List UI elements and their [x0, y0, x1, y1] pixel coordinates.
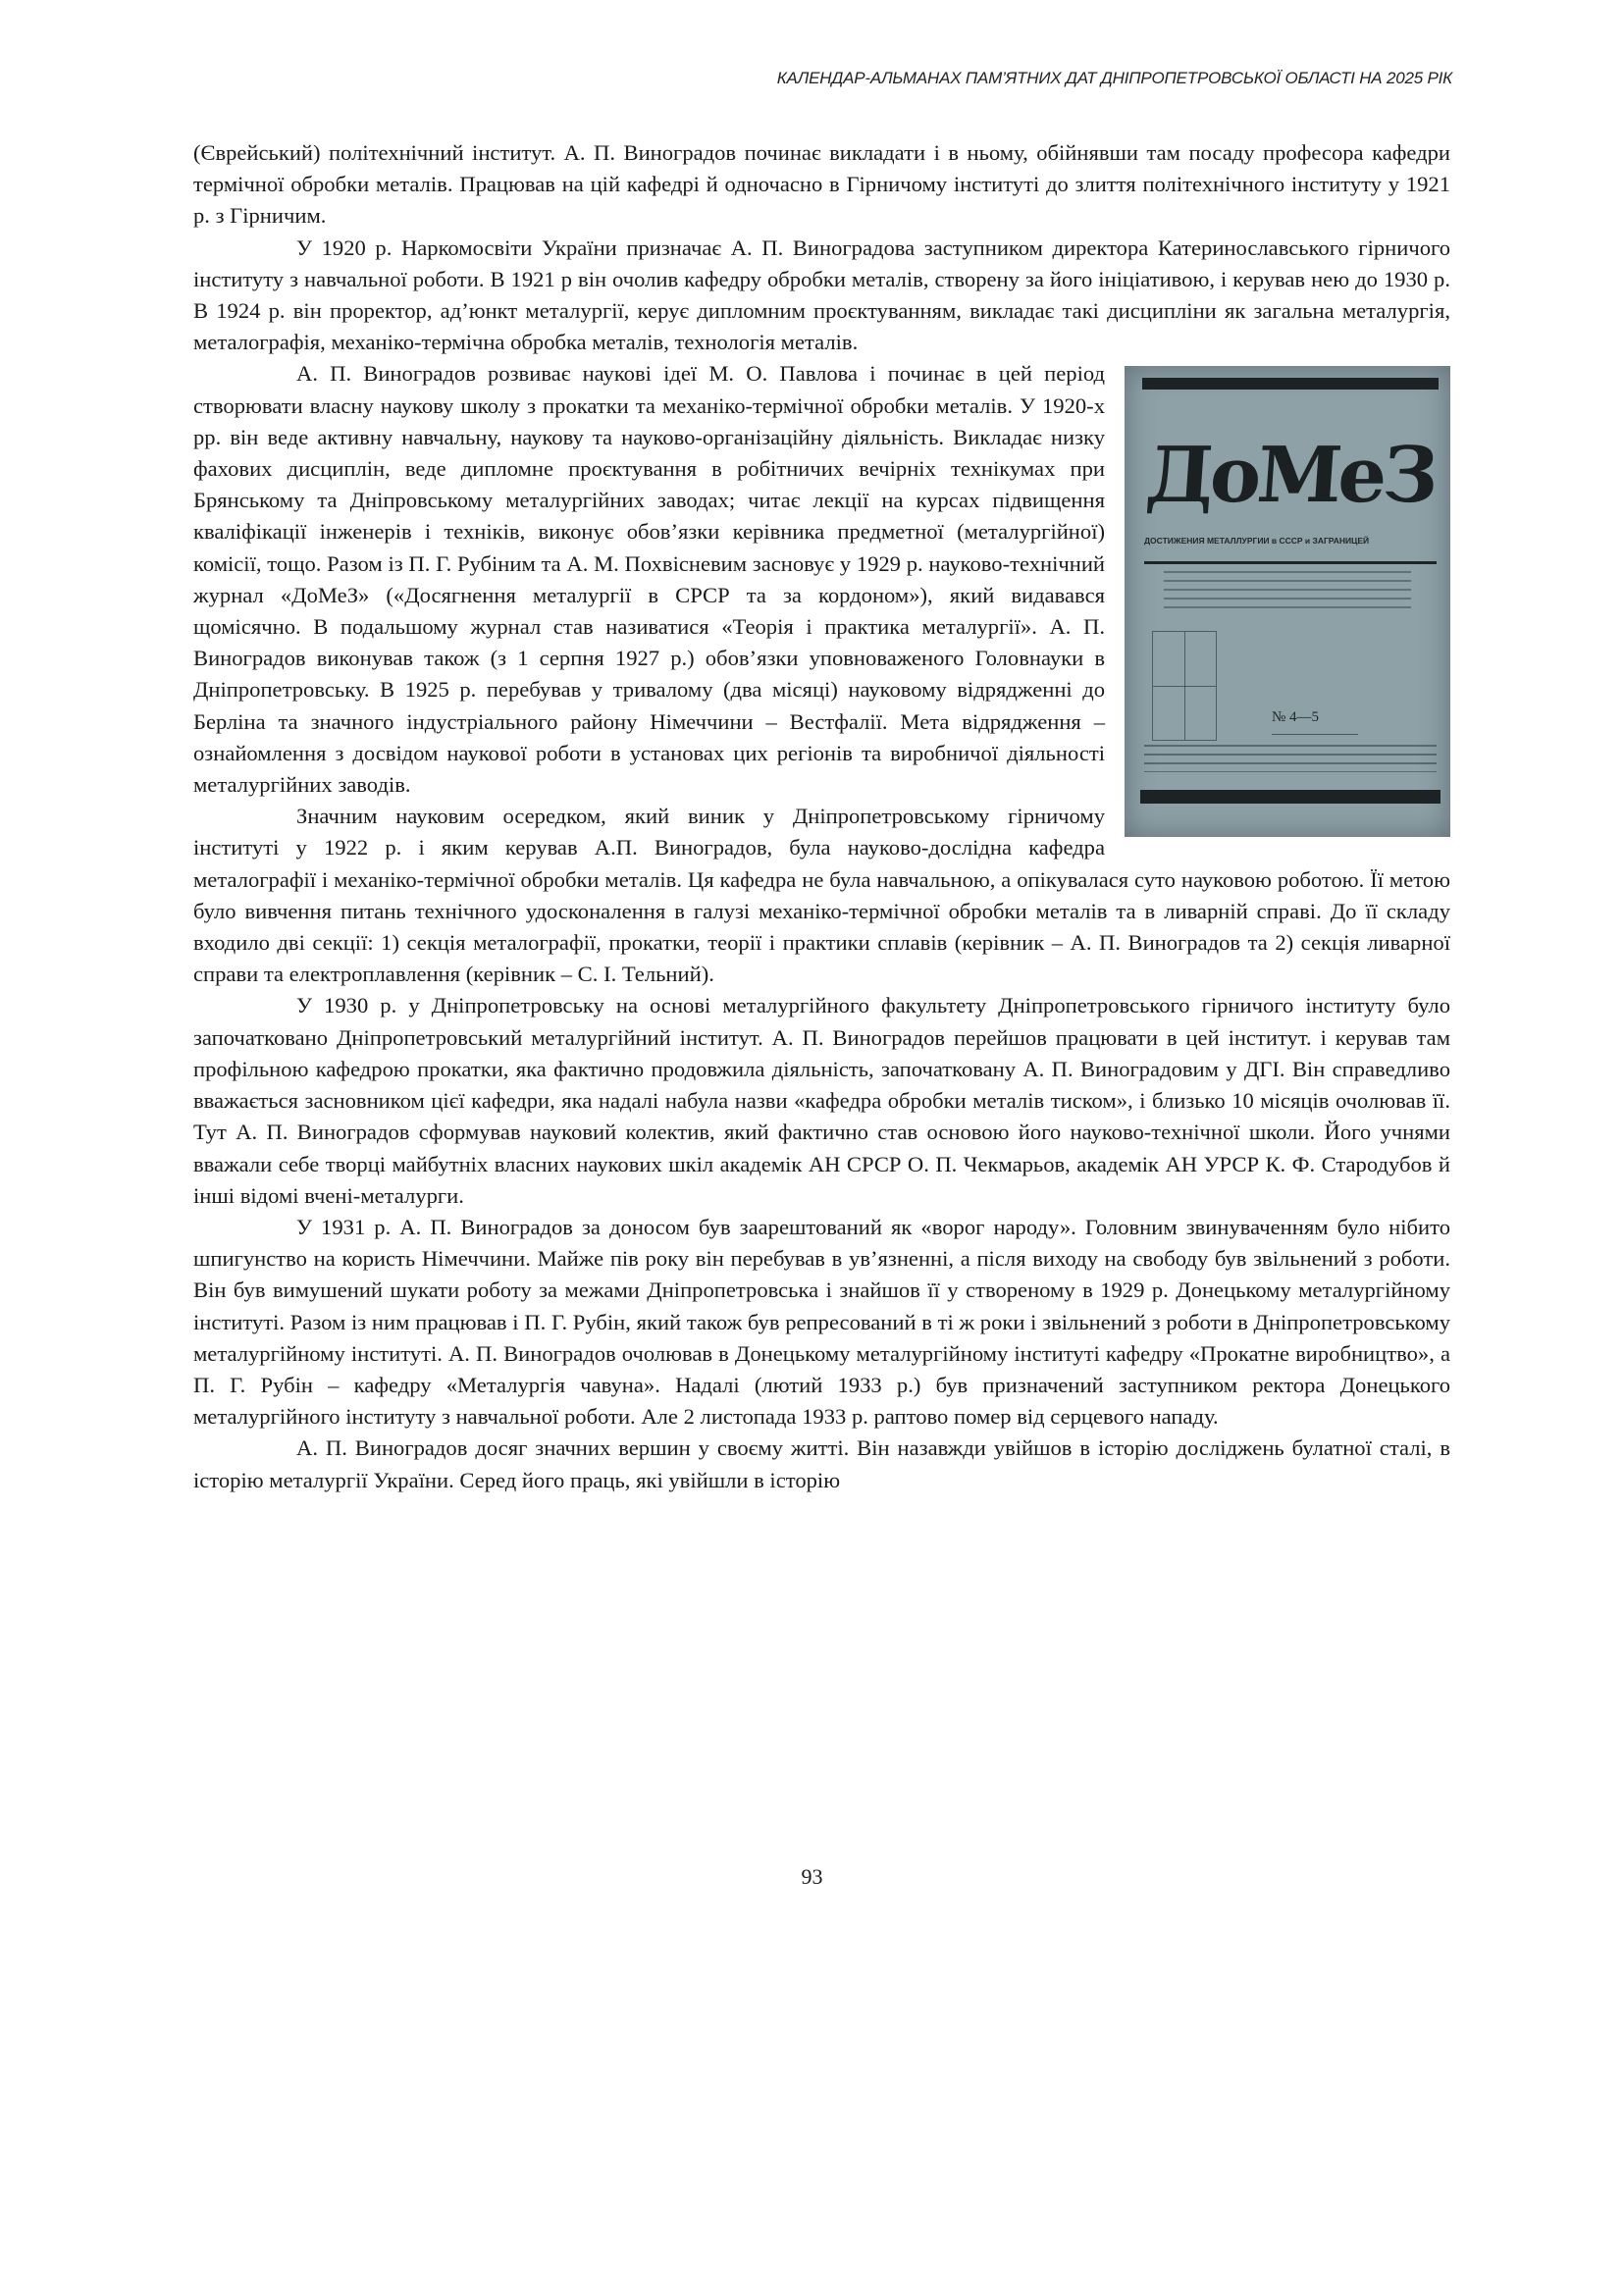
- paragraph-7: А. П. Виноградов досяг значних вершин у своєму житті. Він назавжди увійшов в історію досліджень булатної сталі, в історію металургії України. Серед його праць, які увійшли в історію: [193, 1435, 1450, 1492]
- cover-bottom-bar: [1140, 790, 1441, 804]
- paragraph-1: (Єврейський) політехнічний інститут. А. П. Виноградов починає викладати і в ньому, обійнявши там посаду професора кафедри термічної обробки металів. Працював на цій кафедрі й одночасно в Гірничому інституті до злиття політехнічного інституту у 1921 р. з Гірничим.: [193, 140, 1450, 229]
- cover-top-bar: [1142, 378, 1439, 390]
- cover-grid-emblem: [1152, 631, 1217, 741]
- running-header: КАЛЕНДАР-АЛЬМАНАХ ПАМ’ЯТНИХ ДАТ ДНІПРОПЕТРОВСЬКОЇ ОБЛАСТІ НА 2025 РІК: [776, 69, 1452, 87]
- cover-small-print: [1164, 562, 1411, 611]
- cover-subtitle: ДОСТИЖЕНИЯ МЕТАЛЛУРГИИ в СССР и ЗАГРАНИЦЕЙ: [1144, 525, 1437, 563]
- article-body: [193, 137, 1450, 1496]
- cover-issue-number: № 4—5: [1272, 702, 1358, 734]
- paragraph-6: У 1931 р. А. П. Виноградов за доносом був заарештований як «ворог народу». Головним звинуваченням було нібито шпигунство на користь Німеччини. Майже пів року він перебував в ув’язненні, а після виходу на свободу був звільнений з роботи. Він був вимушений шукати роботу за межами Дніпропетровська і знайшов її у створеному в 1929 р. Донецькому металургійному інституті. Разом із ним працював і П. Г. Рубін, який також був репресований в ті ж роки і звільнений з роботи в Дніпропетровському металургійному інституті. А. П. Виноградов очолював в Донецькому металургійному інституті кафедру «Прокатне виробництво», а П. Г. Рубін – кафедру «Металургія чавуна». Надалі (лютий 1933 р.) був призначений заступником ректора Донецького металургійного інституту з навчальної роботи. Але 2 листопада 1933 р. раптово помер від серцевого нападу.: [193, 1214, 1450, 1430]
- paragraph-5: У 1930 р. у Дніпропетровську на основі металургійного факультету Дніпропетровського гірничого інституту було започатковано Дніпропетровський металургійний інститут. А. П. Виноградов перейшов працювати в цей інститут. і керував там профільною кафедрою прокатки, яка фактично продовжила діяльність, започатковану А. П. Виноградовим у ДГІ. Він справедливо вважається засновником цієї кафедри, яка надалі набула назви «кафедра обробки металів тиском», і близько 10 місяців очолював її. Тут А. П. Виноградов сформував науковий колектив, який фактично став основою його науково-технічної школи. Його учнями вважали себе творці майбутніх власних наукових шкіл академік АН СРСР О. П. Чекмарьов, академік АН УРСР К. Ф. Стародубов й інші відомі вчені-металурги.: [193, 993, 1450, 1208]
- cover-publisher-print: [1144, 745, 1437, 772]
- paragraph-4: Значним науковим осередком, який виник у Дніпропетровському гірничому інституті у 1922 р. і яким керував А.П. Виноградов, була науково-дослідна кафедра металографії і механіко-термічної обробки металів. Ця кафедра не була навчальною, а опікувалася суто науковою роботою. Її метою було вивчення питань технічного удосконалення в галузі механіко-термічної обробки металів та в ливарній справі. До її складу входило дві секції: 1) секція металографії, прокатки, теорії і практики сплавів (керівник – А. П. Виноградов та 2) секція ливарної справи та електроплавлення (керівник – С. І. Тельний).: [193, 804, 1450, 987]
- page-number: 93: [801, 1864, 823, 1889]
- paragraph-2: У 1920 р. Наркомосвіти України призначає А. П. Виноградова заступником директора Катеринославського гірничого інституту з навчальної роботи. В 1921 р він очолив кафедру обробки металів, створену за його ініціативою, і керував нею до 1930 р. В 1924 р. він проректор, ад’юнкт металургії, керує дипломним проєктуванням, викладає такі дисципліни як загальна металургія, металографія, механіко-термічна обробка металів, технологія металів.: [193, 235, 1450, 355]
- paragraph-3: А. П. Виноградов розвиває наукові ідеї М. О. Павлова і починає в цей період створювати власну наукову школу з прокатки та механіко-термічної обробки металів. У 1920-х рр. він веде активну навчальну, наукову та науково-організаційну діяльність. Викладає низку фахових дисциплін, веде дипломне проєктування в робітничих вечірніх технікумах при Брянському та Дніпровському металургійних заводах; читає лекції на курсах підвищення кваліфікації інженерів і техніків, виконує обов’язки керівника предметної (металургійної) комісії, тощо. Разом із П. Г. Рубіним та А. М. Похвісневим засновує у 1929 р. науково-технічний журнал «ДоМеЗ» («Досягнення металургії в СРСР та за кордоном»), який видавався щомісячно. В подальшому журнал став називатися «Теорія і практика металургії». А. П. Виноградов виконував також (з 1 серпня 1927 р.) обов’язки уповноваженого Головнауки в Дніпропетровську. В 1925 р. перебував у тривалому (два місяці) науковому відрядженні до Берліна та значного індустріального району Німеччини – Вестфалії. Мета відрядження – ознайомлення з досвідом наукової роботи в установах цих регіонів та виробничої діяльності металургійних заводів.: [193, 361, 1105, 798]
- journal-cover-image: [1125, 366, 1450, 837]
- cover-masthead: ДоМеЗ: [1142, 431, 1438, 521]
